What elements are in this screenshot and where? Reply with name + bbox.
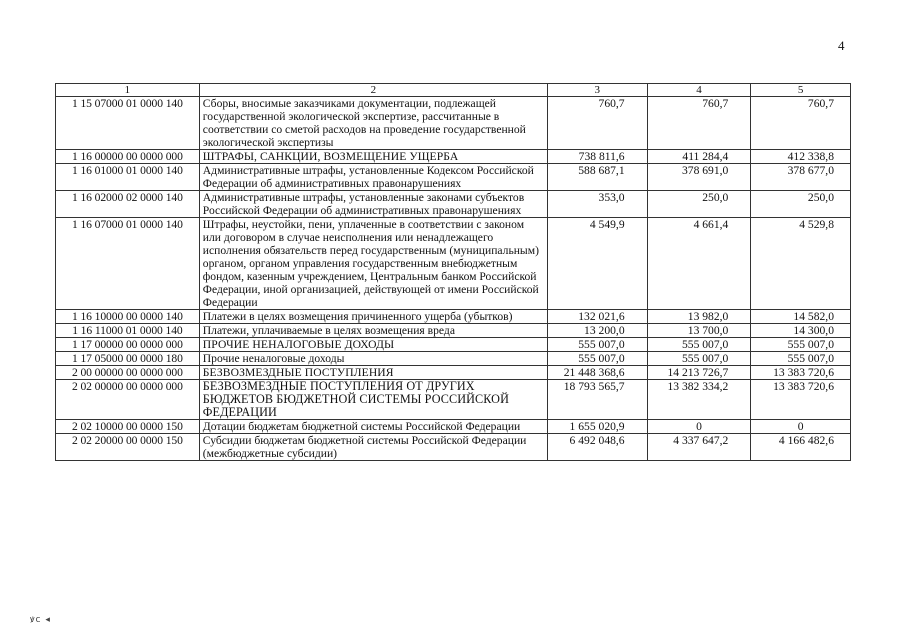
row-name: Сборы, вносимые заказчиками документации, подлежащей государственной экологической экспертизе, рассчитанные в соответствии со сметой расходов на проведение государственной экологической экспертизы	[199, 97, 547, 150]
row-code: 1 16 00000 00 0000 000	[56, 150, 200, 164]
row-code: 1 17 05000 00 0000 180	[56, 352, 200, 366]
row-value-5: 250,0	[751, 191, 851, 218]
row-code: 1 16 07000 01 0000 140	[56, 218, 200, 310]
header-col-4: 4	[647, 84, 751, 97]
row-name: Прочие неналоговые доходы	[199, 352, 547, 366]
row-name: Платежи в целях возмещения причиненного ущерба (убытков)	[199, 310, 547, 324]
table-row	[56, 164, 851, 191]
row-value-4: 555 007,0	[647, 352, 751, 366]
row-value-4: 555 007,0	[647, 338, 751, 352]
row-value-5: 760,7	[751, 97, 851, 150]
row-code: 1 16 11000 01 0000 140	[56, 324, 200, 338]
row-value-4: 13 982,0	[647, 310, 751, 324]
row-value-4: 4 337 647,2	[647, 434, 751, 461]
table-row	[56, 434, 851, 461]
header-col-3: 3	[547, 84, 647, 97]
table-row	[56, 218, 851, 310]
row-name: Платежи, уплачиваемые в целях возмещения вреда	[199, 324, 547, 338]
row-name: ШТРАФЫ, САНКЦИИ, ВОЗМЕЩЕНИЕ УЩЕРБА	[199, 150, 547, 164]
table-row	[56, 324, 851, 338]
row-code: 1 16 01000 01 0000 140	[56, 164, 200, 191]
scan-mark: ꝟc ◂	[30, 615, 51, 625]
row-value-3: 353,0	[547, 191, 647, 218]
table-row	[56, 352, 851, 366]
row-value-3: 738 811,6	[547, 150, 647, 164]
row-name: ПРОЧИЕ НЕНАЛОГОВЫЕ ДОХОДЫ	[199, 338, 547, 352]
row-value-5: 14 300,0	[751, 324, 851, 338]
row-value-4: 13 382 334,2	[647, 380, 751, 420]
row-code: 1 17 00000 00 0000 000	[56, 338, 200, 352]
table-row	[56, 97, 851, 150]
row-value-3: 588 687,1	[547, 164, 647, 191]
row-value-3: 555 007,0	[547, 338, 647, 352]
row-value-4: 250,0	[647, 191, 751, 218]
row-value-5: 13 383 720,6	[751, 366, 851, 380]
table-row	[56, 310, 851, 324]
header-col-1: 1	[56, 84, 200, 97]
row-value-4: 760,7	[647, 97, 751, 150]
row-value-5: 412 338,8	[751, 150, 851, 164]
row-value-3: 13 200,0	[547, 324, 647, 338]
row-value-3: 18 793 565,7	[547, 380, 647, 420]
row-value-5: 13 383 720,6	[751, 380, 851, 420]
row-value-4: 14 213 726,7	[647, 366, 751, 380]
row-name: Дотации бюджетам бюджетной системы Российской Федерации	[199, 420, 547, 434]
row-value-3: 4 549,9	[547, 218, 647, 310]
row-value-4: 0	[647, 420, 751, 434]
page-number: 4	[838, 38, 845, 53]
row-name: Административные штрафы, установленные законами субъектов Российской Федерации об административных правонарушениях	[199, 191, 547, 218]
row-value-5: 555 007,0	[751, 338, 851, 352]
row-value-5: 4 166 482,6	[751, 434, 851, 461]
table-row	[56, 366, 851, 380]
row-name: БЕЗВОЗМЕЗДНЫЕ ПОСТУПЛЕНИЯ ОТ ДРУГИХ БЮДЖЕТОВ БЮДЖЕТНОЙ СИСТЕМЫ РОССИЙСКОЙ ФЕДЕРАЦИИ	[199, 380, 547, 420]
header-col-2: 2	[199, 84, 547, 97]
row-code: 2 02 10000 00 0000 150	[56, 420, 200, 434]
table-row	[56, 150, 851, 164]
row-code: 1 16 10000 00 0000 140	[56, 310, 200, 324]
table-row	[56, 338, 851, 352]
row-value-3: 555 007,0	[547, 352, 647, 366]
row-code: 2 02 20000 00 0000 150	[56, 434, 200, 461]
row-name: Административные штрафы, установленные Кодексом Российской Федерации об административных правонарушениях	[199, 164, 547, 191]
row-value-4: 378 691,0	[647, 164, 751, 191]
header-col-5: 5	[751, 84, 851, 97]
row-name: Штрафы, неустойки, пени, уплаченные в соответствии с законом или договором в случае неисполнения или ненадлежащего исполнения обязательств перед государственным (муниципальным) органом, органом управления государственным внебюджетным фондом, казенным учреждением, Центральным банком Российской Федерации, иной организацией, действующей от имени Российской Федерации	[199, 218, 547, 310]
row-code: 1 15 07000 01 0000 140	[56, 97, 200, 150]
table-row	[56, 380, 851, 420]
row-name: Субсидии бюджетам бюджетной системы Российской Федерации (межбюджетные субсидии)	[199, 434, 547, 461]
revenue-table	[55, 83, 851, 461]
table-row	[56, 191, 851, 218]
table-row	[56, 420, 851, 434]
row-value-5: 378 677,0	[751, 164, 851, 191]
row-value-5: 0	[751, 420, 851, 434]
row-value-4: 4 661,4	[647, 218, 751, 310]
row-value-4: 411 284,4	[647, 150, 751, 164]
row-value-4: 13 700,0	[647, 324, 751, 338]
row-value-5: 4 529,8	[751, 218, 851, 310]
table-header-row	[56, 84, 851, 97]
row-value-3: 6 492 048,6	[547, 434, 647, 461]
row-value-3: 1 655 020,9	[547, 420, 647, 434]
row-code: 2 02 00000 00 0000 000	[56, 380, 200, 420]
row-value-3: 760,7	[547, 97, 647, 150]
row-value-5: 555 007,0	[751, 352, 851, 366]
row-value-3: 132 021,6	[547, 310, 647, 324]
row-code: 1 16 02000 02 0000 140	[56, 191, 200, 218]
row-code: 2 00 00000 00 0000 000	[56, 366, 200, 380]
row-value-5: 14 582,0	[751, 310, 851, 324]
row-name: БЕЗВОЗМЕЗДНЫЕ ПОСТУПЛЕНИЯ	[199, 366, 547, 380]
row-value-3: 21 448 368,6	[547, 366, 647, 380]
